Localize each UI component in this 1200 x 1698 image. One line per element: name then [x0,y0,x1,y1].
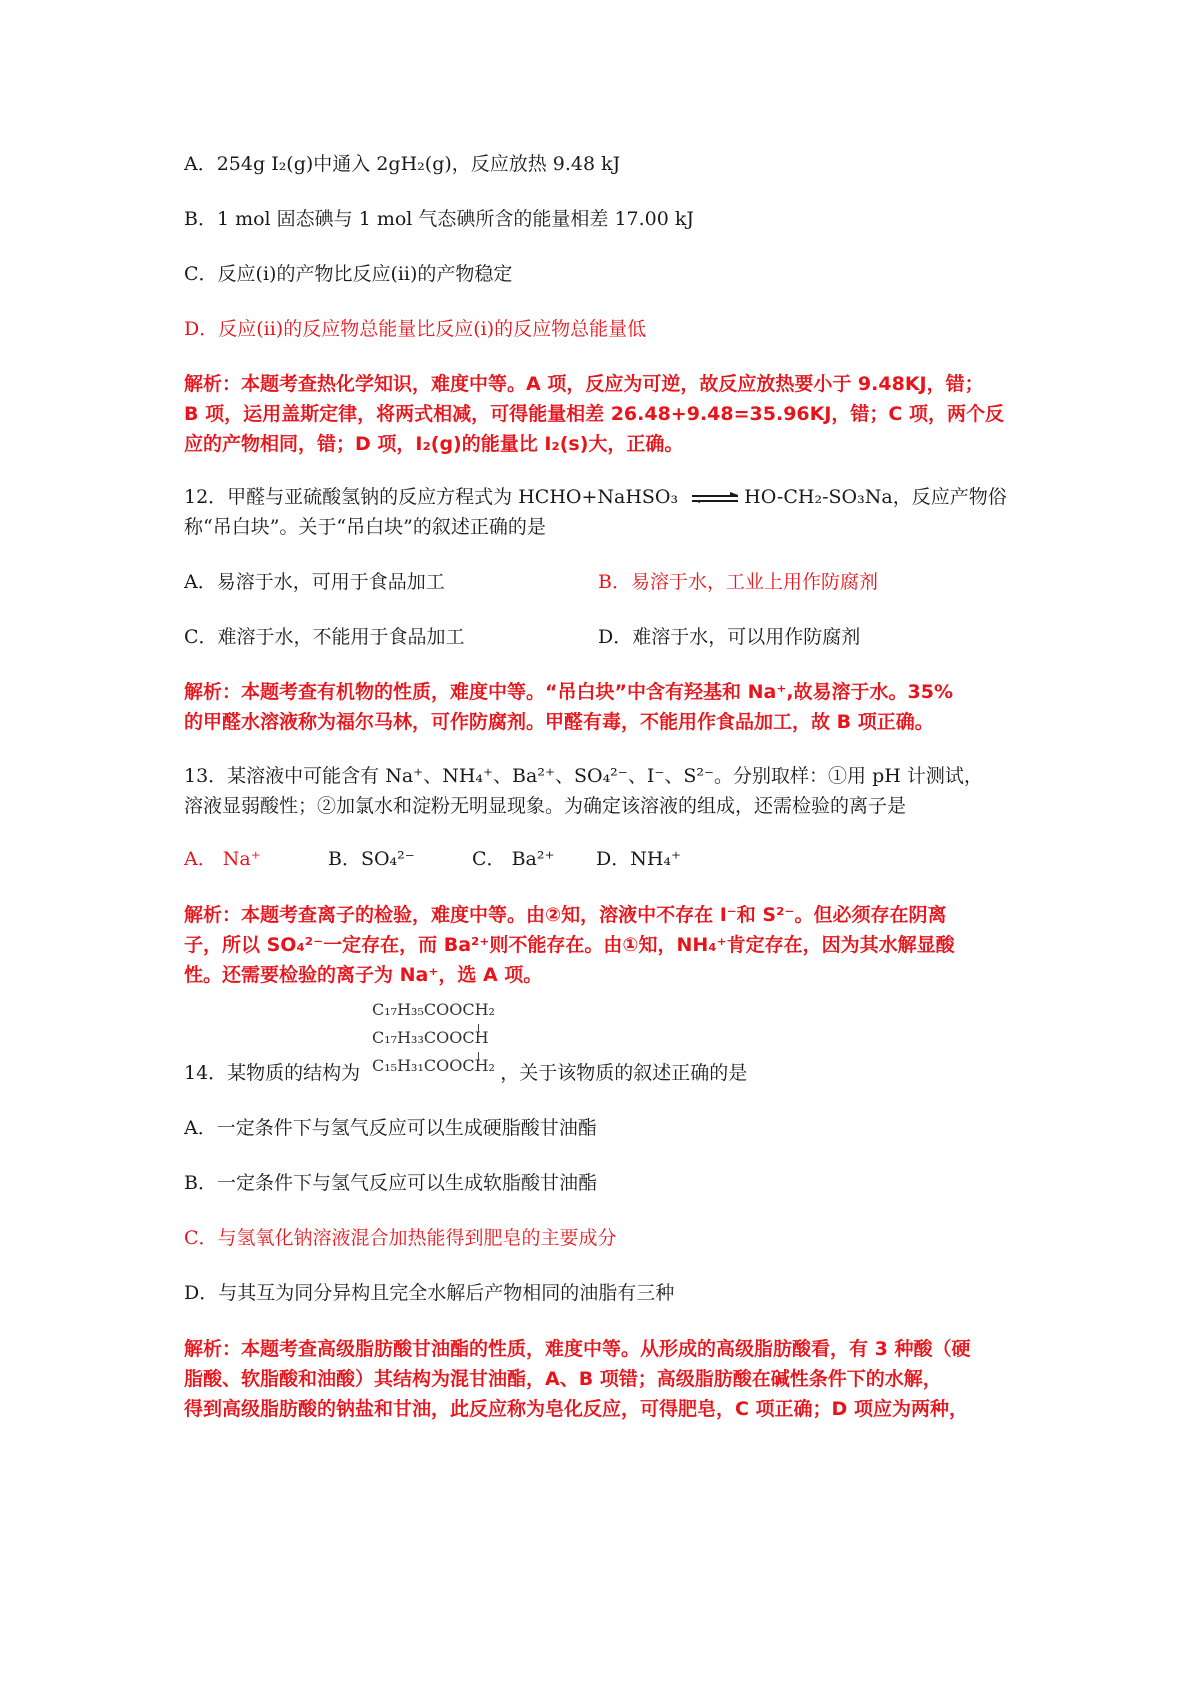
q12-option-d: D．难溶于水，可以用作防腐剂 [598,626,861,648]
equilibrium-arrow-icon [692,493,738,503]
q13-option-b: B．SO₄²⁻ [328,848,415,870]
q13-option-c: C． Ba²⁺ [472,848,555,870]
q12-option-c: C．难溶于水，不能用于食品加工 [184,626,465,648]
q14-stem-part: ，关于该物质的叙述正确的是 [500,1062,748,1084]
structure-line: C₁₅H₃₁COOCH₂ [372,1056,495,1075]
q12-stem-line: 称“吊白块”。关于“吊白块”的叙述正确的是 [184,516,546,538]
q13-option-d: D．NH₄⁺ [596,848,682,870]
q12-analysis-line: 解析：本题考查有机物的性质，难度中等。“吊白块”中含有羟基和 Na⁺,故易溶于水。35% [184,681,954,703]
q13-options-row [184,843,1050,875]
q14-analysis-line: 得到高级脂肪酸的钠盐和甘油，此反应称为皂化反应，可得肥皂，C 项正确；D 项应为两种， [184,1398,968,1420]
q14-analysis-line: 解析：本题考查高级脂肪酸甘油酯的性质，难度中等。从形成的高级脂肪酸看，有 3 种酸（硬 [184,1338,971,1360]
q13-analysis-line: 性。还需要检验的离子为 Na⁺，选 A 项。 [184,964,543,986]
q14-option-a: A．一定条件下与氢气反应可以生成硬脂酸甘油酯 [184,1117,597,1139]
q13-analysis-line: 解析：本题考查离子的检验，难度中等。由②知，溶液中不存在 I⁻和 S²⁻。但必须存在阴离 [184,904,947,926]
q11-option-b: B．1 mol 固态碘与 1 mol 气态碘所含的能量相差 17.00 kJ [184,208,695,230]
q11-option-a: A．254g I₂(g)中通入 2gH₂(g)，反应放热 9.48 kJ [184,153,621,175]
q14-option-c: C．与氢氧化钠溶液混合加热能得到肥皂的主要成分 [184,1227,617,1249]
q12-analysis-line: 的甲醛水溶液称为福尔马林，可作防腐剂。甲醛有毒，不能用作食品加工，故 B 项正确。 [184,711,934,733]
q14-option-d: D．与其互为同分异构且完全水解后产物相同的油脂有三种 [184,1282,675,1304]
q12-stem-part: 12．甲醛与亚硫酸氢钠的反应方程式为 HCHO+NaHSO₃ [184,486,679,508]
q12-stem-part: HO-CH₂-SO₃Na，反应产物俗 [744,486,1007,508]
structure-line: C₁₇H₃₃COOCH [372,1028,489,1047]
q12-stem-line [184,481,1050,513]
q11-analysis-line: 解析：本题考查热化学知识，难度中等。A 项，反应为可逆，故反应放热要小于 9.48KJ，错； [184,373,984,395]
q12-option-b: B．易溶于水，工业上用作防腐剂 [598,571,878,593]
structure-line: C₁₇H₃₅COOCH₂ [372,1000,495,1019]
q11-analysis-line: B 项，运用盖斯定律，将两式相减，可得能量相差 26.48+9.48=35.96KJ，错；C 项，两个反 [184,403,1004,425]
q14-option-b: B．一定条件下与氢气反应可以生成软脂酸甘油酯 [184,1172,597,1194]
q13-analysis-line: 子，所以 SO₄²⁻一定存在，而 Ba²⁺则不能存在。由①知，NH₄⁺肯定存在，因为其水解显酸 [184,934,955,956]
q13-stem-line: 13．某溶液中可能含有 Na⁺、NH₄⁺、Ba²⁺、SO₄²⁻、I⁻、S²⁻。分别取样：①用 pH 计测试， [184,765,983,787]
q14-analysis-line: 脂酸、软脂酸和油酸）其结构为混甘油酯，A、B 项错；高级脂肪酸在碱性条件下的水解， [184,1368,942,1390]
q12-options-row [184,566,1050,598]
q13-option-a: A． Na⁺ [184,848,261,870]
q13-stem-line: 溶液显弱酸性；②加氯水和淀粉无明显现象。为确定该溶液的组成，还需检验的离子是 [184,795,907,817]
q12-option-a: A．易溶于水，可用于食品加工 [184,571,445,593]
q14-stem-line [184,1057,1050,1089]
q11-option-c: C．反应(i)的产物比反应(ii)的产物稳定 [184,263,513,285]
q14-stem-part: 14．某物质的结构为 [184,1062,361,1084]
q12-options-row [184,621,1050,653]
q11-option-d: D．反应(ii)的反应物总能量比反应(i)的反应物总能量低 [184,318,647,340]
q11-analysis-line: 应的产物相同，错；D 项，I₂(g)的能量比 I₂(s)大，正确。 [184,433,684,455]
